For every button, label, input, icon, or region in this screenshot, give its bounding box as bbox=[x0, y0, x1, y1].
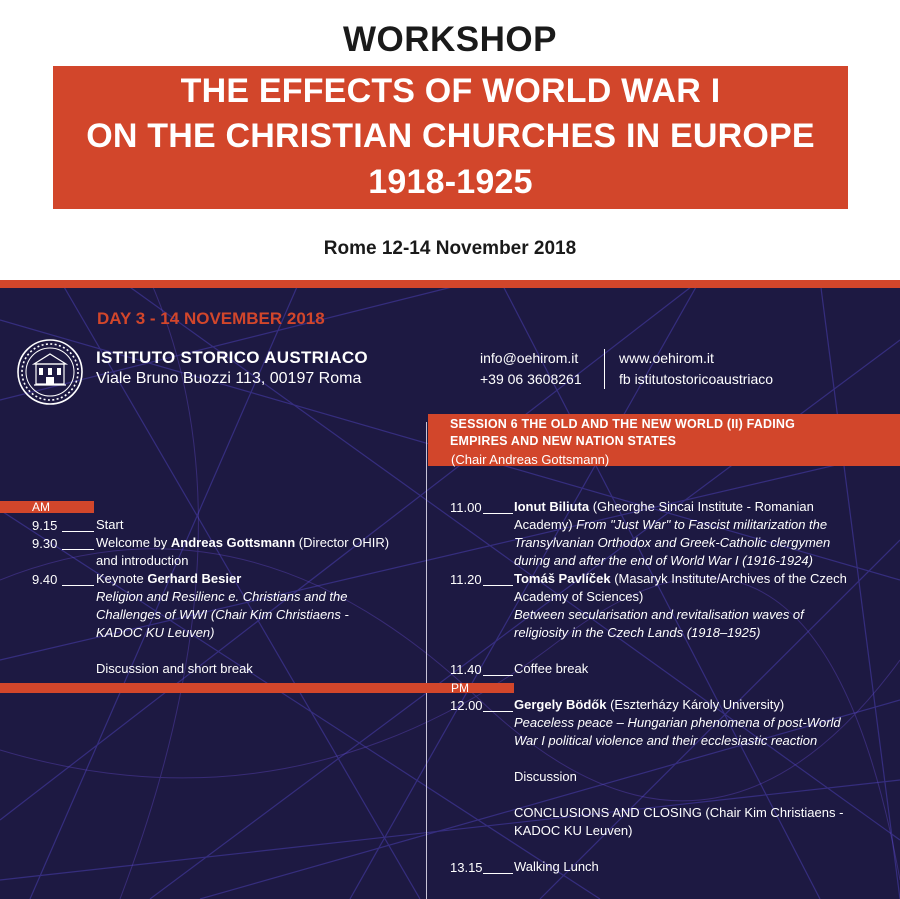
session-chair: (Chair Andreas Gottsmann) bbox=[451, 452, 610, 467]
agenda-keynote: Keynote Gerhard Besier bbox=[96, 571, 242, 586]
agenda-coffee-break: Coffee break bbox=[514, 661, 589, 676]
time-dash bbox=[483, 873, 513, 874]
phone-number: +39 06 3608261 bbox=[480, 371, 582, 387]
talk-pavlicek-line2: Academy of Sciences) bbox=[514, 589, 644, 604]
conclusions-line2: KADOC KU Leuven) bbox=[514, 823, 633, 838]
am-label: AM bbox=[32, 500, 50, 514]
talk-biliuta-line2: Academy) From "Just War" to Fascist militarization the bbox=[514, 517, 828, 532]
time-dash bbox=[483, 711, 513, 712]
talk-biliuta-line3: Transylvanian Orthodox and Greek-Catholic clergymen bbox=[514, 535, 831, 550]
header-section bbox=[0, 0, 900, 280]
time-dash bbox=[62, 531, 94, 532]
conclusions-line1: CONCLUSIONS AND CLOSING (Chair Kim Christiaens - bbox=[514, 805, 844, 820]
talk-pavlicek-line3: Between secularisation and revitalisation waves of bbox=[514, 607, 804, 622]
agenda-discussion-break: Discussion and short break bbox=[96, 661, 253, 676]
institute-address: Viale Bruno Buozzi 113, 00197 Roma bbox=[96, 370, 362, 387]
talk-bodok-line3: War I political violence and their ecclesiastic reaction bbox=[514, 733, 818, 748]
time-dash bbox=[483, 585, 513, 586]
day-heading: DAY 3 - 14 NOVEMBER 2018 bbox=[97, 309, 325, 328]
keynote-title-line3: KADOC KU Leuven) bbox=[96, 625, 215, 640]
facebook-link[interactable]: fb istitutostoricoaustriaco bbox=[619, 371, 774, 387]
contact-divider bbox=[604, 349, 605, 389]
place-date: Rome 12-14 November 2018 bbox=[323, 238, 577, 259]
programme-panel bbox=[0, 280, 900, 899]
agenda-start: Start bbox=[96, 517, 124, 532]
column-divider bbox=[426, 422, 427, 899]
keynote-title-line2: Challenges of WWI (Chair Kim Christiaens - bbox=[96, 607, 349, 622]
institute-seal-icon bbox=[16, 338, 84, 406]
title-line-1: THE EFFECTS OF WORLD WAR I bbox=[180, 72, 721, 110]
time-915: 9.15 bbox=[32, 518, 58, 533]
talk-pavlicek: Tomáš Pavlíček (Masaryk Institute/Archives of the Czech bbox=[514, 571, 847, 586]
time-dash bbox=[483, 675, 513, 676]
accent-bar bbox=[0, 280, 900, 288]
time-940: 9.40 bbox=[32, 572, 58, 587]
workshop-heading: WORKSHOP bbox=[343, 20, 557, 59]
institute-name: ISTITUTO STORICO AUSTRIACO bbox=[96, 348, 368, 367]
email-link[interactable]: info@oehirom.it bbox=[480, 350, 579, 366]
agenda-welcome-line2: and introduction bbox=[96, 553, 189, 568]
talk-pavlicek-line4: religiosity in the Czech Lands (1918–1925) bbox=[514, 625, 761, 640]
pm-label: PM bbox=[451, 681, 469, 695]
time-dash bbox=[62, 549, 94, 550]
time-1120: 11.20 bbox=[450, 572, 482, 587]
time-930: 9.30 bbox=[32, 536, 58, 551]
title-line-2: ON THE CHRISTIAN CHURCHES IN EUROPE bbox=[86, 117, 815, 155]
time-1200: 12.00 bbox=[450, 698, 483, 713]
time-dash bbox=[62, 585, 94, 586]
session-title-line-1: SESSION 6 THE OLD AND THE NEW WORLD (II) FADING bbox=[450, 417, 796, 431]
pm-bar bbox=[0, 683, 514, 693]
talk-biliuta-line4: during and after the end of World War I (1916-1924) bbox=[514, 553, 813, 568]
website-link[interactable]: www.oehirom.it bbox=[619, 350, 714, 366]
talk-bodok-line2: Peaceless peace – Hungarian phenomena of post-World bbox=[514, 715, 841, 730]
title-line-3: 1918-1925 bbox=[368, 163, 533, 201]
time-1315: 13.15 bbox=[450, 860, 483, 875]
talk-bodok: Gergely Bödők (Eszterházy Károly University) bbox=[514, 697, 785, 712]
agenda-welcome: Welcome by Andreas Gottsmann (Director OHIR) bbox=[96, 535, 390, 550]
agenda-walking-lunch: Walking Lunch bbox=[514, 859, 599, 874]
session-title-line-2: EMPIRES AND NEW NATION STATES bbox=[450, 434, 677, 448]
time-1140: 11.40 bbox=[450, 662, 482, 677]
keynote-title-line1: Religion and Resilienc e. Christians and the bbox=[96, 589, 348, 604]
time-1100: 11.00 bbox=[450, 500, 482, 515]
talk-biliuta: Ionut Biliuta (Gheorghe Sincai Institute - Romanian bbox=[514, 499, 814, 514]
title-banner bbox=[53, 66, 848, 209]
agenda-discussion: Discussion bbox=[514, 769, 577, 784]
time-dash bbox=[483, 513, 513, 514]
